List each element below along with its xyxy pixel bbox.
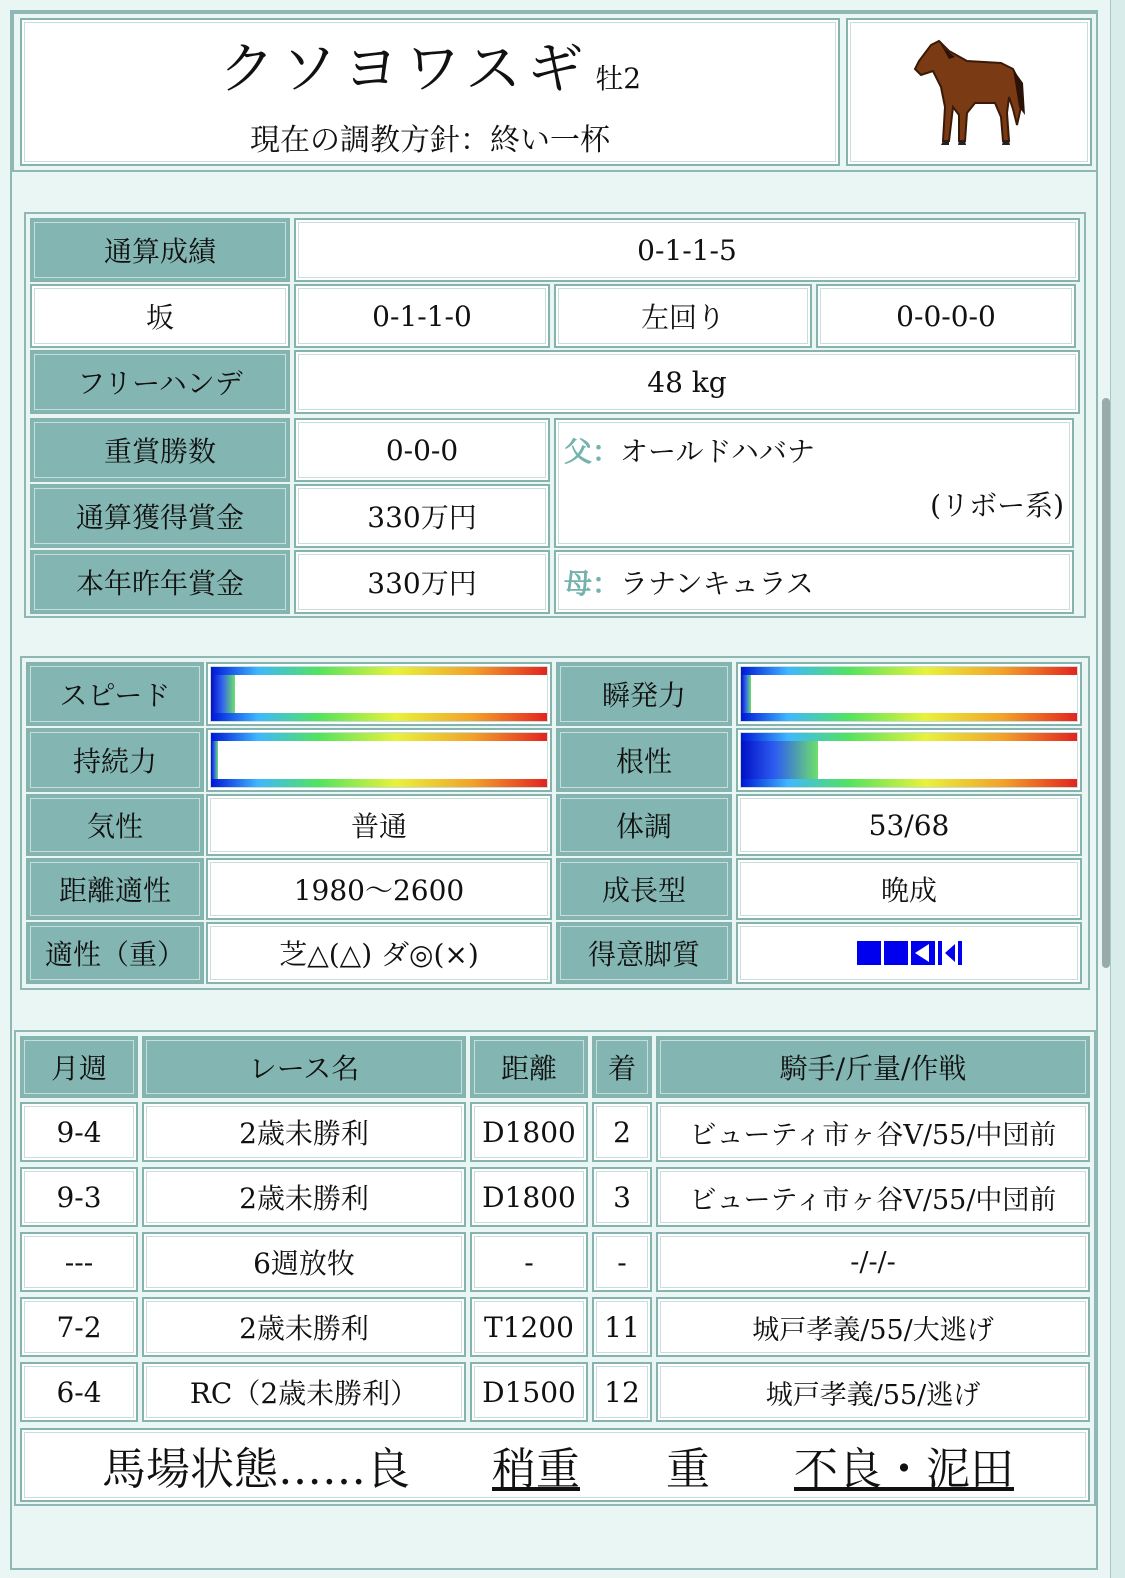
race-row-2-race-week: 9-3 [20,1167,138,1227]
race-row-2-race-finish: 3 [592,1167,652,1227]
race-row-3-race-jockey: -/-/- [656,1232,1090,1292]
horse-portrait-cell [846,18,1092,166]
horse-icon [909,37,1029,147]
race-row-4-race-distance: T1200 [470,1297,588,1357]
race-row-1-race-jockey: ビューティ市ヶ谷V/55/中団前 [656,1102,1090,1162]
race-row-4-race-week: 7-2 [20,1297,138,1357]
race-row-5-race-week: 6-4 [20,1362,138,1422]
sire-label: 父： [564,435,621,468]
speed-gauge [206,662,552,726]
race-row-2-race-name: 2歳未勝利 [142,1167,466,1227]
race-row-4-race-name: 2歳未勝利 [142,1297,466,1357]
running-style-label: 得意脚質 [556,922,732,984]
running-style-front-icon [857,941,881,965]
race-row-3-race-name: 6週放牧 [142,1232,466,1292]
scrollbar-thumb[interactable] [1102,398,1110,968]
race-row-5-race-jockey: 城戸孝義/55/逃げ [656,1362,1090,1422]
race-row-3-race-week: --- [20,1232,138,1292]
track-condition-bar [20,1428,1090,1502]
running-style-stalker-icon [911,941,935,965]
track-option-slightly-heavy[interactable]: 稍重 [492,1444,580,1495]
temper-label: 気性 [26,794,204,856]
slope-value: 0-1-1-0 [294,284,550,348]
speed-label: スピード [26,662,204,726]
year-earnings-value: 330万円 [294,550,550,614]
sire-name: オールドハバナ [620,435,815,468]
running-style-closer-icon [938,941,962,965]
stamina-gauge [206,728,552,792]
graded-wins-label: 重賞勝数 [30,418,290,482]
scroll-track [1110,0,1125,1578]
race-header-race-name: レース名 [142,1036,466,1098]
race-row-1-race-week: 9-4 [20,1102,138,1162]
sire-line: (リボー系) [930,489,1064,522]
running-style-value [736,922,1082,984]
total-earnings-label: 通算獲得賞金 [30,484,290,548]
sire-cell [554,418,1074,548]
dam-name: ラナンキュラス [620,567,814,600]
track-option-heavy[interactable]: 重 [666,1444,710,1495]
race-row-1-race-distance: D1800 [470,1102,588,1162]
race-header-race-week: 月週 [20,1036,138,1098]
dam-label: 母： [564,567,621,600]
race-row-2-race-distance: D1800 [470,1167,588,1227]
running-style-icons [857,941,962,965]
race-row-2-race-jockey: ビューティ市ヶ谷V/55/中団前 [656,1167,1090,1227]
free-handicap-label: フリーハンデ [30,350,290,414]
burst-label: 瞬発力 [556,662,732,726]
left-turn-value: 0-0-0-0 [816,284,1076,348]
race-row-1-race-name: 2歳未勝利 [142,1102,466,1162]
temper-value: 普通 [206,794,552,856]
horse-name: クソヨワスギ [218,37,590,102]
race-row-5-race-distance: D1500 [470,1362,588,1422]
slope-label: 坂 [30,284,290,348]
career-label: 通算成績 [30,218,290,282]
left-turn-label: 左回り [554,284,812,348]
race-row-5-race-finish: 12 [592,1362,652,1422]
year-earnings-label: 本年昨年賞金 [30,550,290,614]
heavy-track-value: 芝△(△) ダ◎(×) [206,922,552,984]
stamina-label: 持続力 [26,728,204,792]
guts-gauge [736,728,1082,792]
distance-label: 距離適性 [26,858,204,920]
horse-gender-age: 牡2 [595,62,642,95]
burst-gauge [736,662,1082,726]
race-row-3-race-finish: - [592,1232,652,1292]
race-row-4-race-finish: 11 [592,1297,652,1357]
heavy-track-label: 適性（重） [26,922,204,984]
growth-value: 晩成 [736,858,1082,920]
stamina-gauge-fill [211,741,218,779]
race-row-4-race-jockey: 城戸孝義/55/大逃げ [656,1297,1090,1357]
race-header-race-jockey: 騎手/斤量/作戦 [656,1036,1090,1098]
guts-label: 根性 [556,728,732,792]
growth-label: 成長型 [556,858,732,920]
condition-label: 体調 [556,794,732,856]
burst-gauge-fill [741,675,751,713]
race-header-race-finish: 着 [592,1036,652,1098]
training-policy: 現在の調教方針：終い一杯 [250,123,610,158]
guts-gauge-fill [741,741,818,779]
track-condition-label: 馬場状態……良 [102,1444,410,1495]
race-row-3-race-distance: - [470,1232,588,1292]
race-row-1-race-finish: 2 [592,1102,652,1162]
graded-wins-value: 0-0-0 [294,418,550,482]
total-earnings-value: 330万円 [294,484,550,548]
career-value: 0-1-1-5 [294,218,1080,282]
distance-value: 1980〜2600 [206,858,552,920]
running-style-lead-icon [884,941,908,965]
race-row-5-race-name: RC（2歳未勝利） [142,1362,466,1422]
track-option-bad[interactable]: 不良・泥田 [794,1444,1014,1495]
speed-gauge-fill [211,675,235,713]
dam-cell [554,550,1074,614]
race-header-race-distance: 距離 [470,1036,588,1098]
horse-name-cell [20,18,840,166]
condition-value: 53/68 [736,794,1082,856]
free-handicap-value: 48 kg [294,350,1080,414]
